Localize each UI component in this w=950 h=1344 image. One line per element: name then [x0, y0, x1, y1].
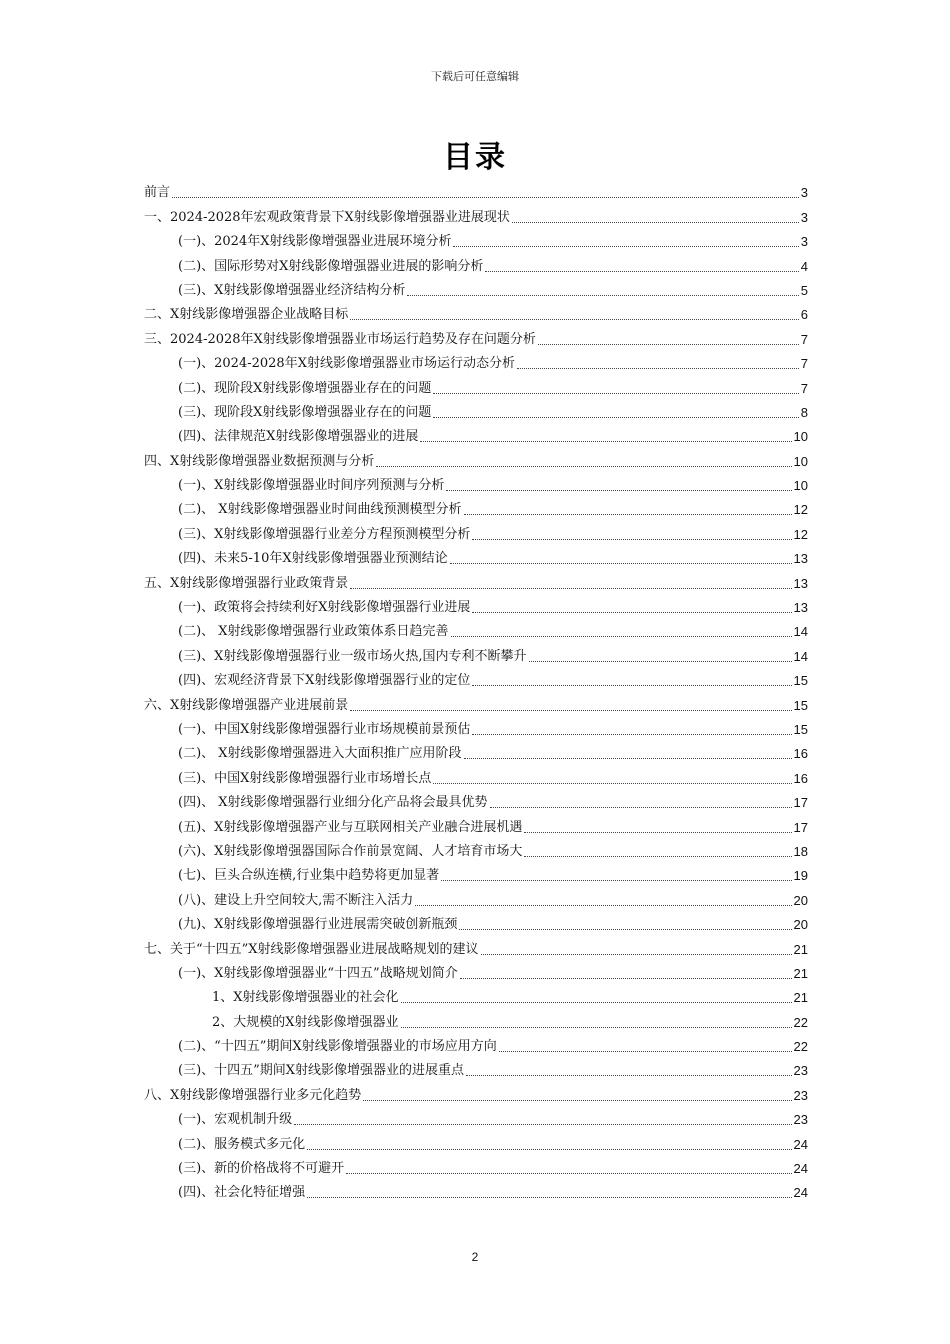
toc-entry-page: 7 [800, 331, 808, 347]
toc-entry[interactable] [144, 714, 808, 738]
toc-entry-title: 二、X射线影像增强器企业战略目标 [144, 307, 349, 323]
toc-entry[interactable] [144, 909, 808, 933]
toc-entry[interactable] [144, 1177, 808, 1201]
toc-entry-page: 23 [793, 1087, 808, 1103]
toc-entry[interactable] [144, 543, 808, 567]
toc-entry-page: 13 [793, 600, 808, 616]
toc-leader-dots [472, 685, 791, 686]
toc-entry-title: (二)、国际形势对X射线影像增强器业进展的影响分析 [178, 258, 484, 274]
toc-leader-dots [499, 1051, 792, 1052]
toc-leader-dots [407, 295, 798, 296]
header-note: 下载后可任意编辑 [431, 70, 519, 83]
toc-entry-page: 21 [793, 965, 808, 981]
toc-entry-title: (四)、法律规范X射线影像增强器业的进展 [178, 429, 419, 445]
toc-leader-dots [451, 636, 792, 637]
toc-entry-page: 3 [800, 209, 808, 225]
toc-entry[interactable] [144, 592, 808, 616]
toc-leader-dots [446, 490, 791, 491]
toc-leader-dots [460, 978, 792, 979]
toc-entry-page: 16 [793, 746, 808, 762]
toc-entry[interactable] [144, 567, 808, 591]
toc-leader-dots [450, 563, 792, 564]
toc-entry-title: (四)、未来5-10年X射线影像增强器业预测结论 [178, 551, 448, 567]
toc-leader-dots [472, 612, 791, 613]
toc-entry-page: 14 [793, 624, 808, 640]
toc-entry-title: (三)、X射线影像增强器行业一级市场火热,国内专利不断攀升 [178, 648, 527, 664]
toc-entry-page: 15 [793, 697, 808, 713]
toc-entry[interactable] [144, 1079, 808, 1103]
toc-leader-dots [490, 807, 792, 808]
toc-entry[interactable] [144, 445, 808, 469]
toc-leader-dots [433, 417, 798, 418]
toc-entry-page: 5 [800, 282, 808, 298]
toc-entry-page: 13 [793, 551, 808, 567]
toc-entry-title: (二)、 X射线影像增强器进入大面积推广应用阶段 [178, 746, 462, 762]
page-title: 目录 [443, 140, 507, 175]
toc-entry-page: 22 [793, 1014, 808, 1030]
toc-entry-page: 23 [793, 1112, 808, 1128]
toc-entry[interactable] [144, 177, 808, 201]
toc-entry-page: 18 [793, 843, 808, 859]
toc-entry-title: (四)、 X射线影像增强器行业细分化产品将会最具优势 [178, 795, 488, 811]
toc-entry-title: (四)、宏观经济背景下X射线影像增强器行业的定位 [178, 673, 471, 689]
toc-entry[interactable] [144, 884, 808, 908]
toc-leader-dots [420, 441, 791, 442]
toc-leader-dots [350, 588, 791, 589]
toc-entry-title: (八)、建设上升空间较大,需不断注入活力 [178, 892, 414, 908]
toc-entry-title: 前言 [144, 185, 171, 201]
toc-leader-dots [294, 1124, 791, 1125]
toc-leader-dots [464, 514, 792, 515]
toc-leader-dots [472, 734, 791, 735]
toc-entry-title: (二)、现阶段X射线影像增强器业存在的问题 [178, 380, 432, 396]
toc-entry-page: 17 [793, 819, 808, 835]
toc-entry-title: (二)、“十四五”期间X射线影像增强器业的市场应用方向 [178, 1039, 497, 1055]
toc-entry-title: (一)、2024-2028年X射线影像增强器业市场运行动态分析 [178, 356, 515, 372]
toc-leader-dots [433, 783, 791, 784]
toc-leader-dots [441, 880, 791, 881]
toc-entry-title: 1、X射线影像增强器业的社会化 [212, 990, 399, 1006]
toc-entry-page: 10 [793, 478, 808, 494]
toc-leader-dots [346, 1173, 791, 1174]
toc-entry[interactable] [144, 397, 808, 421]
toc-entry[interactable] [144, 372, 808, 396]
toc-entry-title: (一)、宏观机制升级 [178, 1112, 293, 1128]
toc-entry-title: (七)、巨头合纵连横,行业集中趋势将更加显著 [178, 868, 440, 884]
toc-entry-page: 6 [800, 307, 808, 323]
toc-entry-title: (三)、现阶段X射线影像增强器业存在的问题 [178, 404, 432, 420]
toc-entry[interactable] [144, 250, 808, 274]
toc-entry-title: 五、X射线影像增强器行业政策背景 [144, 575, 349, 591]
toc-leader-dots [464, 758, 792, 759]
toc-entry-title: (一)、政策将会持续利好X射线影像增强器行业进展 [178, 600, 471, 616]
toc-entry-page: 15 [793, 721, 808, 737]
toc-entry[interactable] [144, 323, 808, 347]
toc-entry-page: 24 [793, 1136, 808, 1152]
toc-entry-title: (二)、服务模式多元化 [178, 1136, 306, 1152]
toc-entry-title: 四、X射线影像增强器业数据预测与分析 [144, 453, 375, 469]
toc-entry-title: (二)、 X射线影像增强器行业政策体系日趋完善 [178, 624, 449, 640]
toc-leader-dots [529, 661, 792, 662]
toc-entry[interactable] [144, 1153, 808, 1177]
toc-entry-title: (三)、X射线影像增强器业经济结构分析 [178, 282, 406, 298]
toc-leader-dots [401, 1002, 792, 1003]
toc-entry-page: 12 [793, 502, 808, 518]
toc-leader-dots [350, 710, 791, 711]
toc-entry-title: 六、X射线影像增强器产业进展前景 [144, 697, 349, 713]
toc-entry-page: 10 [793, 429, 808, 445]
toc-entry[interactable] [144, 689, 808, 713]
toc-leader-dots [517, 368, 799, 369]
toc-entry[interactable] [144, 494, 808, 518]
toc-entry-title: (一)、X射线影像增强器业时间序列预测与分析 [178, 478, 445, 494]
toc-entry[interactable] [144, 665, 808, 689]
toc-entry-title: (四)、社会化特征增强 [178, 1185, 306, 1201]
toc-entry-page: 24 [793, 1161, 808, 1177]
toc-entry[interactable] [144, 1031, 808, 1055]
toc-entry-title: (六)、X射线影像增强器国际合作前景宽阔、人才培育市场大 [178, 843, 523, 859]
toc-entry-page: 3 [800, 234, 808, 250]
toc-entry-page: 4 [800, 258, 808, 274]
toc-entry-page: 21 [793, 941, 808, 957]
toc-leader-dots [453, 246, 798, 247]
toc-entry[interactable] [144, 811, 808, 835]
toc-leader-dots [350, 319, 799, 320]
toc-entry[interactable] [144, 421, 808, 445]
toc-entry-title: (三)、十四五”期间X射线影像增强器业的进展重点 [178, 1063, 465, 1079]
toc-leader-dots [524, 832, 791, 833]
toc-leader-dots [512, 222, 799, 223]
toc-entry[interactable] [144, 1128, 808, 1152]
toc-entry-title: (三)、中国X射线影像增强器行业市场增长点 [178, 770, 432, 786]
toc-entry-title: (三)、新的价格战将不可避开 [178, 1161, 345, 1177]
toc-entry-page: 24 [793, 1185, 808, 1201]
toc-leader-dots [307, 1149, 791, 1150]
toc-leader-dots [401, 1027, 792, 1028]
toc-entry-page: 14 [793, 648, 808, 664]
toc-entry-title: 八、X射线影像增强器行业多元化趋势 [144, 1087, 362, 1103]
toc-entry-page: 23 [793, 1063, 808, 1079]
page-number: 2 [471, 1250, 479, 1264]
toc-entry-title: 七、关于“十四五”X射线影像增强器业进展战略规划的建议 [144, 941, 479, 957]
toc-entry-page: 15 [793, 673, 808, 689]
toc-leader-dots [376, 466, 791, 467]
toc-entry[interactable] [144, 860, 808, 884]
toc-entry[interactable] [144, 958, 808, 982]
toc-entry-title: (一)、X射线影像增强器业“十四五”战略规划简介 [178, 965, 458, 981]
toc-entry-page: 17 [793, 795, 808, 811]
toc-entry-page: 22 [793, 1039, 808, 1055]
toc-entry-page: 8 [800, 404, 808, 420]
toc-leader-dots [459, 929, 791, 930]
toc-entry[interactable] [144, 299, 808, 323]
toc-leader-dots [307, 1197, 791, 1198]
toc-entry[interactable] [144, 1055, 808, 1079]
toc-entry-page: 10 [793, 453, 808, 469]
toc-entry-page: 7 [800, 380, 808, 396]
toc-entry-page: 13 [793, 575, 808, 591]
toc-entry[interactable] [144, 470, 808, 494]
toc-entry-title: (五)、X射线影像增强器产业与互联网相关产业融合进展机遇 [178, 819, 523, 835]
toc-entry-title: 一、2024-2028年宏观政策背景下X射线影像增强器业进展现状 [144, 209, 510, 225]
toc-entry-page: 19 [793, 868, 808, 884]
toc-leader-dots [485, 271, 798, 272]
toc-entry-page: 20 [793, 892, 808, 908]
toc-entry[interactable] [144, 275, 808, 299]
toc-entry-page: 16 [793, 770, 808, 786]
toc-leader-dots [363, 1100, 791, 1101]
toc-entry-title: 三、2024-2028年X射线影像增强器业市场运行趋势及存在问题分析 [144, 331, 536, 347]
toc-entry[interactable] [144, 1006, 808, 1030]
toc-entry[interactable] [144, 226, 808, 250]
toc-entry[interactable] [144, 836, 808, 860]
toc-entry-title: (一)、2024年X射线影像增强器业进展环境分析 [178, 234, 452, 250]
toc-leader-dots [472, 539, 791, 540]
toc-entry-title: (三)、X射线影像增强器行业差分方程预测模型分析 [178, 526, 471, 542]
toc-entry[interactable] [144, 1104, 808, 1128]
toc-entry-page: 21 [793, 990, 808, 1006]
toc-entry[interactable] [144, 787, 808, 811]
toc-leader-dots [481, 954, 792, 955]
toc-entry-page: 3 [800, 185, 808, 201]
toc-entry[interactable] [144, 982, 808, 1006]
toc-entry-title: (一)、中国X射线影像增强器行业市场规模前景预估 [178, 721, 471, 737]
toc-leader-dots [524, 856, 791, 857]
toc-entry-title: (二)、 X射线影像增强器业时间曲线预测模型分析 [178, 502, 462, 518]
toc-entry-page: 7 [800, 356, 808, 372]
toc-entry[interactable] [144, 738, 808, 762]
toc-leader-dots [415, 905, 791, 906]
toc-entry[interactable] [144, 762, 808, 786]
toc-entry[interactable] [144, 201, 808, 225]
toc-entry[interactable] [144, 518, 808, 542]
toc-leader-dots [466, 1075, 791, 1076]
toc-entry-page: 20 [793, 917, 808, 933]
toc-entry[interactable] [144, 616, 808, 640]
table-of-contents [144, 177, 808, 1201]
toc-leader-dots [433, 393, 798, 394]
toc-entry[interactable] [144, 640, 808, 664]
toc-leader-dots [172, 197, 799, 198]
toc-entry-title: 2、大规模的X射线影像增强器业 [212, 1014, 399, 1030]
toc-entry[interactable] [144, 348, 808, 372]
toc-entry-page: 12 [793, 526, 808, 542]
toc-entry-title: (九)、X射线影像增强器行业进展需突破创新瓶颈 [178, 917, 458, 933]
toc-entry[interactable] [144, 933, 808, 957]
toc-leader-dots [538, 344, 799, 345]
